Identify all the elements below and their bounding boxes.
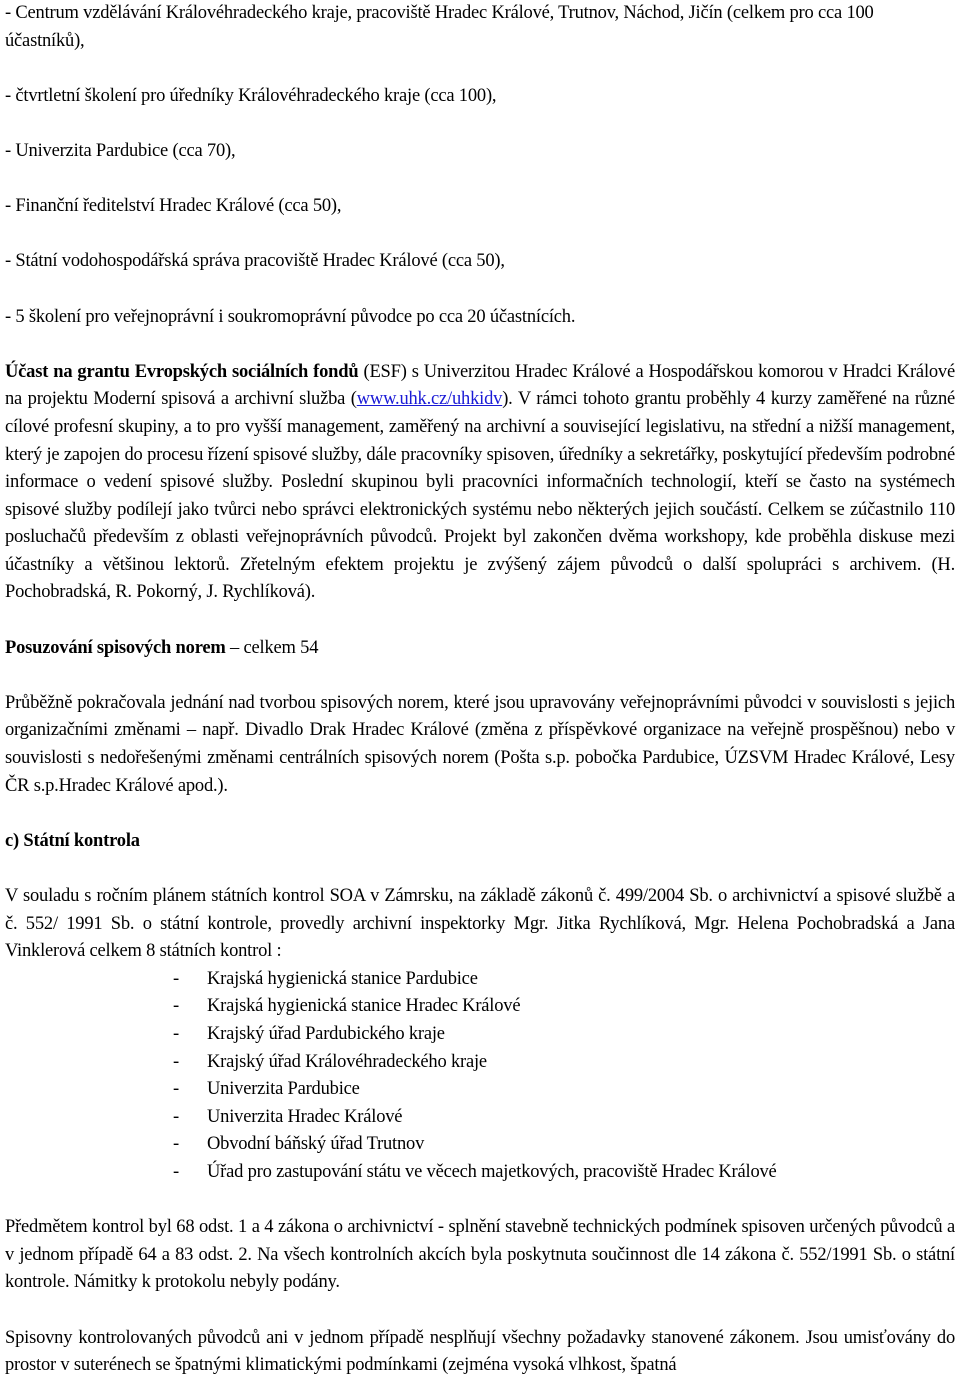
kontrola-list: [5, 966, 955, 1187]
list-item: [5, 1159, 955, 1187]
list-item-text: Úřad pro zastupování státu ve věcech majetkových, pracoviště Hradec Králové: [207, 1161, 777, 1182]
list-item: [5, 1131, 955, 1159]
list-item: [5, 1104, 955, 1132]
esf-text-before-link: (ESF) s Univerzitou Hradec Králové a Hospodářskou komorou v Hradci Králové na projektu Moderní spisová a archivní služba (: [5, 361, 955, 410]
list-dash: -: [173, 996, 179, 1017]
list-item-text: Univerzita Pardubice: [207, 1079, 360, 1100]
list-dash: -: [173, 1023, 179, 1044]
bullet-skoleni-puvodci: - 5 školení pro veřejnoprávní i soukromoprávní původce po cca 20 účastnících.: [5, 306, 576, 327]
list-dash: -: [173, 1051, 179, 1072]
predmet-kontrol-paragraph: Předmětem kontrol byl 68 odst. 1 a 4 zákona o archivnictví - splnění stavebně technických podmínek spisoven určených původců a v jednom případě 64 a 83 odst. 2. Na všech kontrolních akcích byla poskytnuta součinnost dle 14 zákona č. 552/1991 Sb. o státní kontrole. Námitky k protokolu nebyly podány.: [5, 1217, 955, 1293]
spisovny-paragraph: Spisovny kontrolovaných původců ani v jednom případě nesplňují všechny požadavky stanovené zákonem. Jsou umisťovány do prostor v suterénech se špatnými klimatickými podmínkami (zejména vysoká vlhkost, špatná: [5, 1327, 955, 1376]
bullet-skoleni-urednici: - čtvrtletní školení pro úředníky Královéhradeckého kraje (cca 100),: [5, 85, 497, 106]
list-item: [5, 1049, 955, 1077]
list-dash: -: [173, 1161, 179, 1182]
posuzovani-count: – celkem 54: [225, 637, 319, 658]
list-item-text: Krajský úřad Královéhradeckého kraje: [207, 1051, 487, 1072]
uhk-link[interactable]: www.uhk.cz/uhkidv: [356, 389, 503, 410]
list-item: [5, 1021, 955, 1049]
posuzovani-bold-lead: Posuzování spisových norem: [5, 637, 226, 658]
bullet-vodohospodarska-sprava: - Státní vodohospodářská správa pracoviště Hradec Králové (cca 50),: [5, 251, 505, 272]
list-dash: -: [173, 1134, 179, 1155]
list-dash: -: [173, 1079, 179, 1100]
bullet-centrum: - Centrum vzdělávání Královéhradeckého kraje, pracoviště Hradec Králové, Trutnov, Náchod, Jičín (celkem pro cca 100 účastníků),: [5, 3, 874, 51]
list-item: [5, 993, 955, 1021]
list-item: [5, 1076, 955, 1104]
esf-paragraph: [5, 359, 955, 607]
list-item-text: Krajská hygienická stanice Pardubice: [207, 968, 478, 989]
list-item-text: Krajská hygienická stanice Hradec Králové: [207, 996, 521, 1017]
list-dash: -: [173, 968, 179, 989]
list-dash: -: [173, 1106, 179, 1127]
posuzovani-heading: [5, 635, 955, 663]
esf-text-after-link: ). V rámci tohoto grantu proběhly 4 kurzy zaměřené na různé cílové profesní skupiny, a to pro vyšší management, zaměřený na archivní a související legislativu, na střední a nižší management, který je zapojen do procesu řízení spisové služby, dále pracovníky spisoven, úředníky a sekretářky, poskytující především podrobné informace o vedení spisové služby. Poslední skupinou byli pracovníci informačních technologií, kteří se často na systémech spisové služby podílejí jako tvůrci nebo správci elektronických systému nebo některých jejich součástí. Celkem se zúčastnilo 110 posluchačů především z oblasti veřejnoprávních původců. Projekt byl zakončen dvěma workshopy, kde proběhla diskuse mezi účastníky a většinou lektorů. Zřetelným efektem projektu je zvýšený zájem původců o další spolupráci s archivem. (H. Pochobradská, R. Pokorný, J. Rychlíková).: [5, 389, 956, 603]
bullet-univerzita-pardubice: - Univerzita Pardubice (cca 70),: [5, 140, 236, 161]
statni-kontrola-intro: V souladu s ročním plánem státních kontrol SOA v Zámrsku, na základě zákonů č. 499/2004 Sb. o archivnictví a spisové službě a č. 552/ 1991 Sb. o státní kontrole, provedly archivní inspektorky Mgr. Jitka Rychlíková, Mgr. Helena Pochobradská a Jana Vinklerová celkem 8 státních kontrol :: [5, 886, 955, 962]
posuzovani-paragraph: Průběžně pokračovala jednání nad tvorbou spisových norem, které jsou upravovány veřejnoprávními původci v souvislosti s jejich organizačními změnami – např. Divadlo Drak Hradec Králové (změna z příspěvkové organizace na veřejně prospěšnou) nebo v souvislosti s nedořešenými změnami centrálních spisových norem (Pošta s.p. pobočka Pardubice, ÚZSVM Hradec Králové, Lesy ČR s.p.Hradec Králové apod.).: [5, 692, 955, 796]
esf-bold-lead: Účast na grantu Evropských sociálních fondů: [5, 361, 359, 382]
list-item-text: Krajský úřad Pardubického kraje: [207, 1023, 445, 1044]
bullet-financni-reditelstvi: - Finanční ředitelství Hradec Králové (cca 50),: [5, 196, 342, 217]
statni-kontrola-heading: c) Státní kontrola: [5, 830, 140, 851]
list-item-text: Univerzita Hradec Králové: [207, 1106, 403, 1127]
list-item: [5, 966, 955, 994]
list-item-text: Obvodní báňský úřad Trutnov: [207, 1134, 425, 1155]
